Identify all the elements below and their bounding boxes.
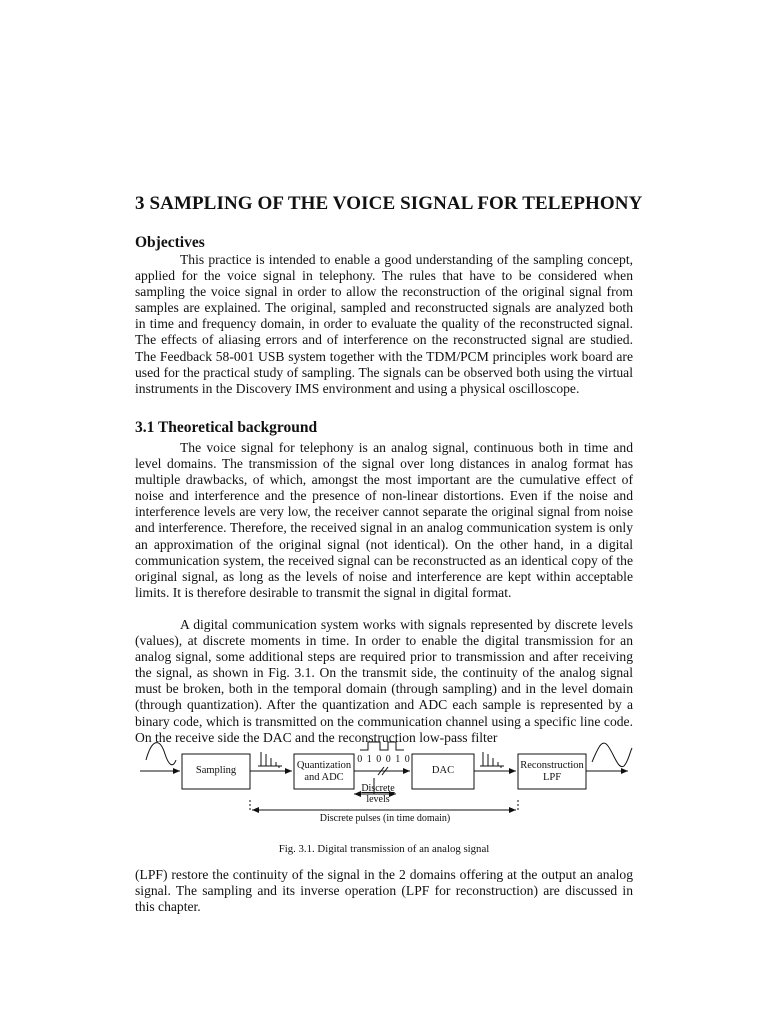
output-analog-wave	[592, 743, 632, 766]
reconstruction-label	[516, 760, 588, 784]
quantization-label-line1: Quantization	[296, 760, 352, 771]
objectives-heading: Objectives	[135, 234, 205, 251]
binary-code-label: 0 1 0 0 1 0	[357, 754, 411, 765]
reconstruction-label-line2: LPF	[542, 772, 562, 783]
binary-square-wave	[360, 742, 404, 750]
theory-paragraph-3: (LPF) restore the continuity of the signal in the 2 domains offering at the output an analog signal. The sampling and its inverse operation (LPF for reconstruction) are discussed in this chapter.	[135, 867, 633, 915]
quantization-label	[294, 760, 354, 784]
dac-label: DAC	[431, 765, 455, 776]
figure-3-1-diagram	[140, 740, 640, 840]
sampled-pulses-2	[480, 752, 504, 768]
discrete-levels-line2: levels	[366, 794, 390, 805]
theory-paragraph-2: A digital communication system works with signals represented by discrete levels (values), at discrete moments in time. In order to enable the digital transmission for an analog signal, some additional steps are required prior to transmission and after receiving the signal, as shown in Fig. 3.1. On the transmit side, the continuity of the analog signal must be broken, both in the temporal domain (through sampling) and in the level domain (through quantization). After the quantization and ADC each sample is represented by a binary code, which is transmitted on the communication channel using a specific line code. On the receive side the DAC and the reconstruction low-pass filter	[135, 617, 633, 745]
sampling-label: Sampling	[195, 765, 237, 776]
chapter-title: 3 SAMPLING OF THE VOICE SIGNAL FOR TELEPHONY	[135, 193, 643, 214]
reconstruction-label-line1: Reconstruction	[520, 760, 584, 771]
theory-heading: 3.1 Theoretical background	[135, 419, 318, 436]
discrete-levels-line1: Discrete	[361, 783, 395, 794]
figure-caption: Fig. 3.1. Digital transmission of an analog signal	[278, 843, 490, 855]
discrete-pulses-label: Discrete pulses (in time domain)	[319, 813, 451, 824]
sampled-pulses-1	[258, 752, 282, 768]
quantization-label-line2: and ADC	[304, 772, 344, 783]
objectives-paragraph: This practice is intended to enable a good understanding of the sampling concept, applied for the voice signal in telephony. The rules that have to be considered when sampling the voice signal in order to allow the reconstruction of the original signal from samples are explained. The original, sampled and reconstructed signals are analyzed both in time and frequency domain, in order to evaluate the quality of the reconstructed signal. The effects of aliasing errors and of interference on the reconstructed signal are studied. The Feedback 58-001 USB system together with the TDM/PCM principles work board are used for the practical study of sampling. The signals can be observed both using the virtual instruments in the Discovery IMS environment and using a physical oscilloscope.	[135, 252, 633, 396]
discrete-levels-label	[356, 783, 400, 805]
input-analog-wave	[146, 743, 176, 765]
theory-paragraph-1: The voice signal for telephony is an analog signal, continuous both in time and level domains. The transmission of the signal over long distances in analog format has multiple drawbacks, of which, amongst the most important are the cumulative effect of noise and interference and the presence of non-linear distortions. Even if the noise and interference levels are very low, the receiver cannot separate the original signal from noise and interference. Therefore, the received signal in an analog communication system is only an approximation of the original signal (not identical). On the other hand, in a digital communication system, the received signal can be reconstructed as an identical copy of the original signal, as long as the levels of noise and interference are kept within acceptable limits. It is therefore desirable to transmit the signal in digital format.	[135, 440, 633, 600]
